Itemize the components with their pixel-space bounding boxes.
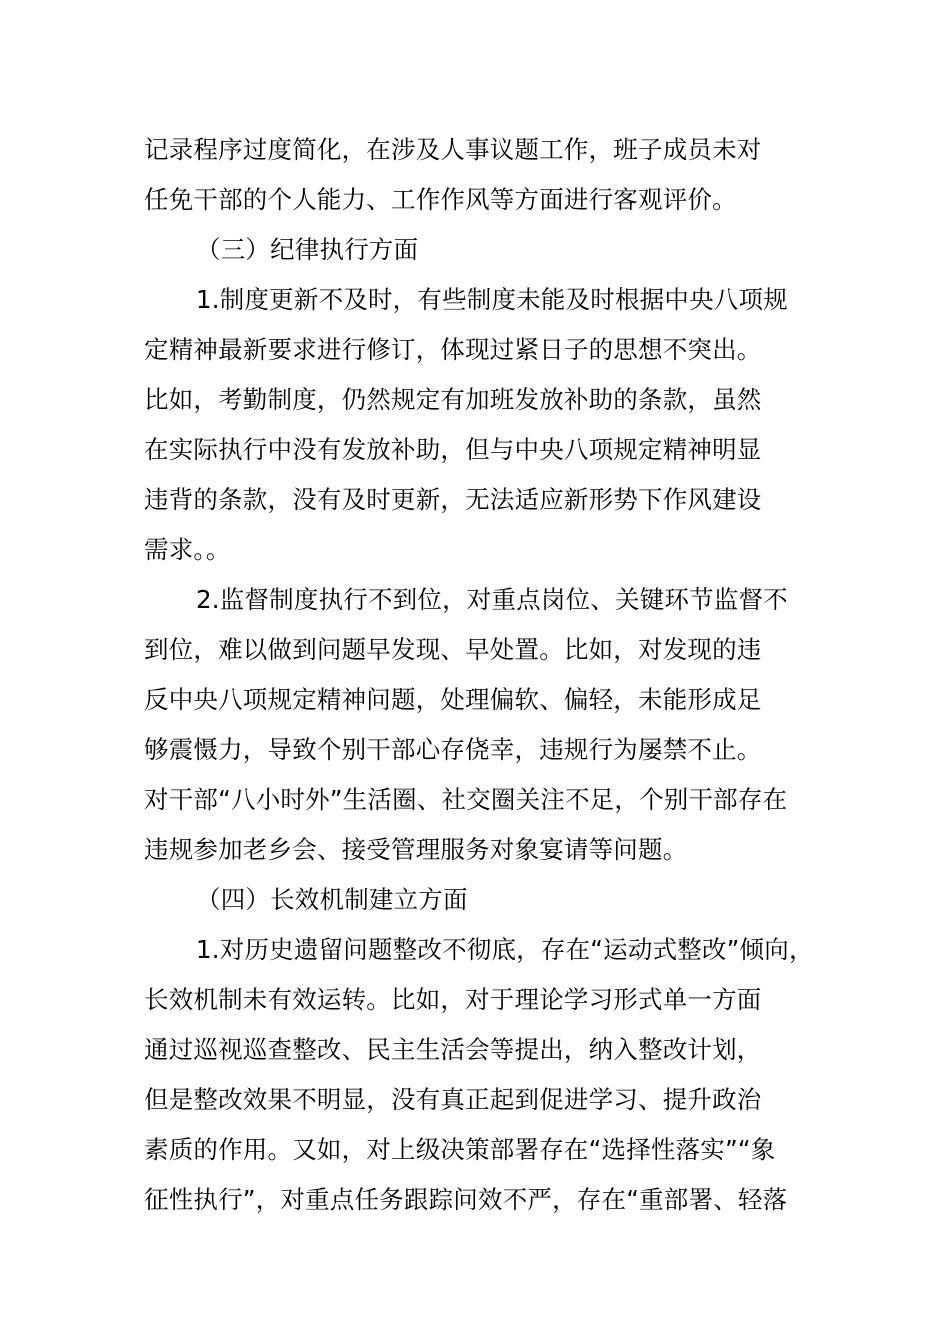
body-text-line: 需求。。 [144,535,231,564]
section-heading: （三）纪律执行方面 [196,235,419,264]
section-heading: （四）长效机制建立方面 [196,885,468,914]
body-text-line: 到位，难以做到问题早发现、早处置。比如，对发现的违 [144,635,762,664]
paragraph-start-line: 1.制度更新不及时，有些制度未能及时根据中央八项规 [196,285,788,314]
body-text-line: 定精神最新要求进行修订，体现过紧日子的思想不突出。 [144,335,762,364]
body-text-line: 通过巡视巡查整改、民主生活会等提出，纳入整改计划， [144,1035,762,1064]
body-text-line: 对干部“八小时外”生活圈、社交圈关注不足，个别干部存在 [144,785,788,814]
body-text-line: 比如，考勤制度，仍然规定有加班发放补助的条款，虽然 [144,385,762,414]
body-text-line: 记录程序过度简化，在涉及人事议题工作，班子成员未对 [144,135,762,164]
body-text-line: 违背的条款，没有及时更新，无法适应新形势下作风建设 [144,485,762,514]
paragraph-start-line: 1.对历史遗留问题整改不彻底，存在“运动式整改”倾向， [196,935,814,964]
body-text-line: 征性执行”，对重点任务跟踪问效不严，存在“重部署、轻落 [144,1185,788,1214]
body-text-line: 任免干部的个人能力、工作作风等方面进行客观评价。 [144,185,737,214]
body-text-line: 反中央八项规定精神问题，处理偏软、偏轻，未能形成足 [144,685,762,714]
paragraph-start-line: 2.监督制度执行不到位，对重点岗位、关键环节监督不 [196,585,788,614]
body-text-line: 在实际执行中没有发放补助，但与中央八项规定精神明显 [144,435,762,464]
body-text-line: 长效机制未有效运转。比如，对于理论学习形式单一方面 [144,985,762,1014]
body-text-line: 够震慑力，导致个别干部心存侥幸，违规行为屡禁不止。 [144,735,762,764]
body-text-line: 素质的作用。又如，对上级决策部署存在“选择性落实”“象 [144,1135,776,1164]
body-text-line: 但是整改效果不明显，没有真正起到促进学习、提升政治 [144,1085,762,1114]
body-text-line: 违规参加老乡会、接受管理服务对象宴请等问题。 [144,835,688,864]
